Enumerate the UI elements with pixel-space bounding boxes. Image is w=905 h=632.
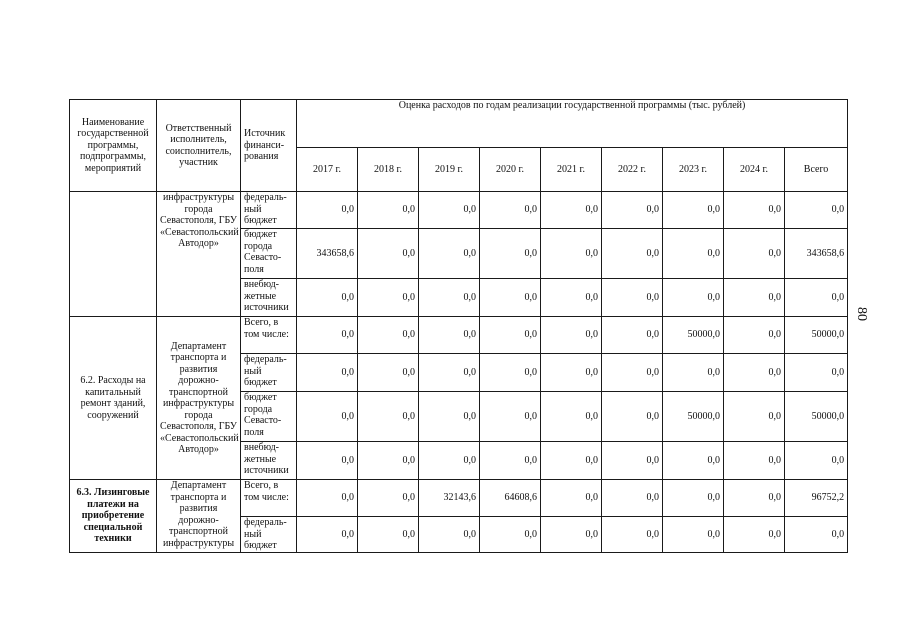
program-name-cell — [70, 192, 157, 317]
year-value-cell: 0,0 — [358, 229, 419, 279]
year-value-cell: 0,0 — [541, 192, 602, 229]
year-value-cell: 0,0 — [358, 279, 419, 317]
page-number: 80 — [854, 307, 869, 321]
total-value-cell: 0,0 — [785, 442, 848, 480]
funding-source-cell: федераль-ный бюджет — [241, 354, 297, 392]
header-year: 2021 г. — [541, 148, 602, 192]
total-value-cell: 50000,0 — [785, 317, 848, 354]
year-value-cell: 0,0 — [358, 517, 419, 553]
year-value-cell: 64608,6 — [480, 480, 541, 517]
header-year: 2024 г. — [724, 148, 785, 192]
year-value-cell: 0,0 — [541, 279, 602, 317]
year-value-cell: 0,0 — [724, 192, 785, 229]
year-value-cell: 0,0 — [724, 442, 785, 480]
year-value-cell: 0,0 — [480, 517, 541, 553]
executor-cell: Департамент транспорта и развития дорожно-транспортной инфраструктуры города Севастополя, ГБУ «Севастопольский Автодор» — [157, 317, 241, 480]
program-name-cell: 6.2. Расходы на капитальный ремонт зданий, сооружений — [70, 317, 157, 480]
header-expense-estimate: Оценка расходов по годам реализации государственной программы (тыс. рублей) — [297, 100, 848, 148]
year-value-cell: 0,0 — [358, 480, 419, 517]
funding-source-cell: внебюд-жетные источники — [241, 442, 297, 480]
year-value-cell: 0,0 — [297, 354, 358, 392]
year-value-cell: 0,0 — [663, 279, 724, 317]
header-year: 2019 г. — [419, 148, 480, 192]
year-value-cell: 0,0 — [602, 192, 663, 229]
header-total: Всего — [785, 148, 848, 192]
year-value-cell: 0,0 — [419, 442, 480, 480]
total-value-cell: 50000,0 — [785, 392, 848, 442]
header-year: 2017 г. — [297, 148, 358, 192]
year-value-cell: 0,0 — [602, 392, 663, 442]
header-program-name: Наименование государственной программы, подпрограммы, мероприятий — [70, 100, 157, 192]
year-value-cell: 0,0 — [724, 279, 785, 317]
total-value-cell: 0,0 — [785, 517, 848, 553]
year-value-cell: 0,0 — [724, 480, 785, 517]
year-value-cell: 0,0 — [358, 317, 419, 354]
year-value-cell: 0,0 — [419, 317, 480, 354]
year-value-cell: 0,0 — [358, 392, 419, 442]
year-value-cell: 0,0 — [602, 279, 663, 317]
year-value-cell: 0,0 — [419, 354, 480, 392]
header-year: 2023 г. — [663, 148, 724, 192]
year-value-cell: 0,0 — [480, 229, 541, 279]
year-value-cell: 0,0 — [297, 317, 358, 354]
program-name-cell: 6.3. Лизинговые платежи на приобретение специальной техники — [70, 480, 157, 553]
header-funding-source: Источник финанси-рования — [241, 100, 297, 192]
year-value-cell: 0,0 — [419, 279, 480, 317]
year-value-cell: 0,0 — [419, 229, 480, 279]
year-value-cell: 50000,0 — [663, 317, 724, 354]
year-value-cell: 0,0 — [297, 480, 358, 517]
year-value-cell: 50000,0 — [663, 392, 724, 442]
funding-source-cell: Всего, в том числе: — [241, 317, 297, 354]
year-value-cell: 0,0 — [358, 192, 419, 229]
year-value-cell: 0,0 — [541, 354, 602, 392]
executor-cell: Департамент транспорта и развития дорожно-транспортной инфраструктуры — [157, 480, 241, 553]
year-value-cell: 0,0 — [419, 192, 480, 229]
table-row — [70, 317, 848, 354]
year-value-cell: 0,0 — [480, 354, 541, 392]
year-value-cell: 0,0 — [541, 517, 602, 553]
header-year: 2018 г. — [358, 148, 419, 192]
header-year: 2020 г. — [480, 148, 541, 192]
total-value-cell: 0,0 — [785, 279, 848, 317]
header-year: 2022 г. — [602, 148, 663, 192]
header-executor: Ответственный исполнитель, соисполнитель, участник — [157, 100, 241, 192]
budget-table — [69, 99, 848, 553]
total-value-cell: 96752,2 — [785, 480, 848, 517]
year-value-cell: 0,0 — [541, 480, 602, 517]
year-value-cell: 0,0 — [663, 354, 724, 392]
year-value-cell: 0,0 — [297, 517, 358, 553]
year-value-cell: 0,0 — [541, 442, 602, 480]
year-value-cell: 0,0 — [358, 442, 419, 480]
year-value-cell: 0,0 — [541, 317, 602, 354]
year-value-cell: 32143,6 — [419, 480, 480, 517]
year-value-cell: 0,0 — [724, 317, 785, 354]
funding-source-cell: федераль-ный бюджет — [241, 517, 297, 553]
funding-source-cell: федераль-ный бюджет — [241, 192, 297, 229]
year-value-cell: 0,0 — [480, 192, 541, 229]
year-value-cell: 0,0 — [724, 517, 785, 553]
year-value-cell: 0,0 — [480, 442, 541, 480]
year-value-cell: 0,0 — [297, 392, 358, 442]
total-value-cell: 343658,6 — [785, 229, 848, 279]
year-value-cell: 0,0 — [724, 354, 785, 392]
table-body — [70, 192, 848, 553]
funding-source-cell: внебюд-жетные источники — [241, 279, 297, 317]
year-value-cell: 0,0 — [602, 442, 663, 480]
executor-cell: инфраструктуры города Севастополя, ГБУ «Севастопольский Автодор» — [157, 192, 241, 317]
year-value-cell: 0,0 — [480, 392, 541, 442]
year-value-cell: 0,0 — [419, 517, 480, 553]
year-value-cell: 0,0 — [724, 229, 785, 279]
funding-source-cell: бюджет города Севасто-поля — [241, 392, 297, 442]
year-value-cell: 0,0 — [419, 392, 480, 442]
year-value-cell: 0,0 — [663, 517, 724, 553]
year-value-cell: 0,0 — [541, 392, 602, 442]
year-value-cell: 0,0 — [480, 317, 541, 354]
table-row — [70, 480, 848, 517]
year-value-cell: 0,0 — [724, 392, 785, 442]
year-value-cell: 0,0 — [297, 279, 358, 317]
year-value-cell: 0,0 — [663, 192, 724, 229]
year-value-cell: 0,0 — [297, 442, 358, 480]
year-value-cell: 0,0 — [663, 442, 724, 480]
year-value-cell: 0,0 — [480, 279, 541, 317]
year-value-cell: 0,0 — [602, 480, 663, 517]
year-value-cell: 0,0 — [602, 229, 663, 279]
total-value-cell: 0,0 — [785, 192, 848, 229]
year-value-cell: 0,0 — [358, 354, 419, 392]
year-value-cell: 0,0 — [602, 354, 663, 392]
year-value-cell: 0,0 — [541, 229, 602, 279]
total-value-cell: 0,0 — [785, 354, 848, 392]
year-value-cell: 0,0 — [663, 229, 724, 279]
year-value-cell: 0,0 — [297, 192, 358, 229]
funding-source-cell: Всего, в том числе: — [241, 480, 297, 517]
funding-source-cell: бюджет города Севасто-поля — [241, 229, 297, 279]
year-value-cell: 343658,6 — [297, 229, 358, 279]
year-value-cell: 0,0 — [602, 317, 663, 354]
table-row — [70, 192, 848, 229]
year-value-cell: 0,0 — [663, 480, 724, 517]
year-value-cell: 0,0 — [602, 517, 663, 553]
